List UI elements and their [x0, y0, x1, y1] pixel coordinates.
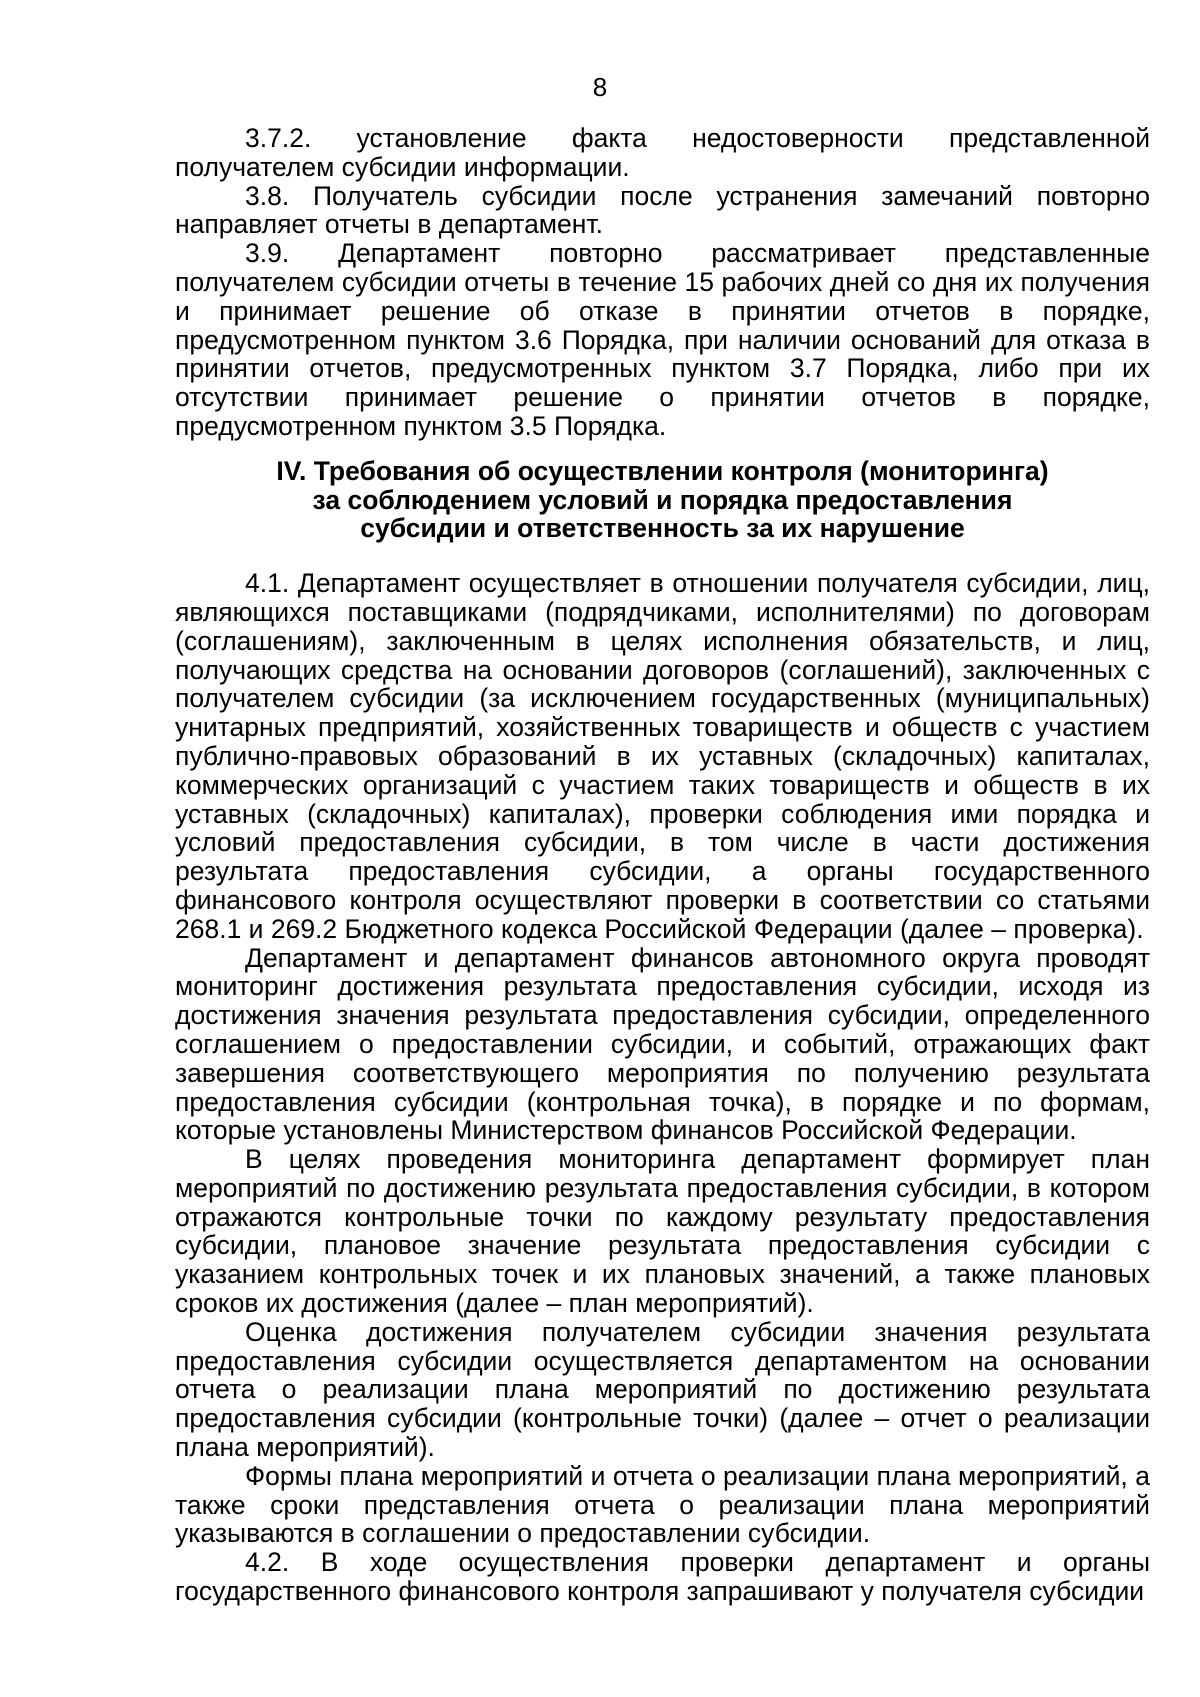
paragraph-3-9: 3.9. Департамент повторно рассматривает представленные получателем субсидии отчеты в течение 15 рабочих дней со дня их получения и принимает решение об отказе в принятии отчетов в порядке, предусмотренном пунктом 3.6 Порядка, при наличии оснований для отказа в принятии отчетов, предусмотренных пунктом 3.7 Порядка, либо при их отсутствии принимает решение о принятии отчетов в порядке, предусмотренном пунктом 3.5 Порядка. — [175, 238, 1150, 441]
section-heading-line: IV. Требования об осуществлении контроля (мониторинга) — [276, 455, 1049, 486]
paragraph-action-plan: В целях проведения мониторинга департамент формирует план мероприятий по достижению результата предоставления субсидии, в котором отражаются контрольные точки по каждому результату предоставления субсидии, плановое значение результата предоставления субсидии с указанием контрольных точек и их плановых значений, а также плановых сроков их достижения (далее – план мероприятий). — [175, 1144, 1150, 1319]
paragraph-monitoring: Департамент и департамент финансов автономного округа проводят мониторинг достижения результата предоставления субсидии, исходя из достижения значения результата предоставления субсидии, определенного соглашением о предоставлении субсидии, и событий, отражающих факт завершения соответствующего мероприятия по получению результата предоставления субсидии (контрольная точка), в порядке и по формам, которые установлены Министерством финансов Российской Федерации. — [175, 942, 1150, 1146]
paragraph-3-7-2: 3.7.2. установление факта недостоверности представленной получателем субсидии информации. — [175, 123, 1150, 182]
section-heading-line: за соблюдением условий и порядка предоставления — [312, 484, 1013, 515]
paragraph-3-8: 3.8. Получатель субсидии после устранения замечаний повторно направляет отчеты в департамент. — [175, 180, 1150, 240]
paragraph-4-1: 4.1. Департамент осуществляет в отношении получателя субсидии, лиц, являющихся поставщиками (подрядчиками, исполнителями) по договорам (соглашениям), заключенным в целях исполнения обязательств, и лиц, получающих средства на основании договоров (соглашений), заключенных с получателем субсидии (за исключением государственных (муниципальных) унитарных предприятий, хозяйственных товариществ и обществ с участием публично-правовых образований в их уставных (складочных) капиталах, коммерческих организаций с участием таких товариществ и обществ в их уставных (складочных) капиталах), проверки соблюдения ими порядка и условий предоставления субсидии, в том числе в части достижения результата предоставления субсидии, а органы государственного финансового контроля осуществляют проверки в соответствии со статьями 268.1 и 269.2 Бюджетного кодекса Российской Федерации (далее – проверка). — [175, 568, 1150, 944]
document-body — [175, 124, 1150, 1606]
paragraph-4-2: 4.2. В ходе осуществления проверки департамент и органы государственного финансового контроля запрашивают у получателя субсидии — [175, 1547, 1150, 1607]
paragraph-forms: Формы плана мероприятий и отчета о реализации плана мероприятий, а также сроки представления отчета о реализации плана мероприятий указываются в соглашении о предоставлении субсидии. — [175, 1460, 1150, 1549]
paragraph-assessment: Оценка достижения получателем субсидии значения результата предоставления субсидии осуществляется департаментом на основании отчета о реализации плана мероприятий по достижению результата предоставления субсидии (контрольные точки) (далее – отчет о реализации плана мероприятий). — [175, 1316, 1150, 1463]
section-heading-line: субсидии и ответственность за их нарушение — [360, 513, 965, 544]
section-heading — [175, 457, 1150, 543]
page-number: 8 — [592, 72, 608, 102]
